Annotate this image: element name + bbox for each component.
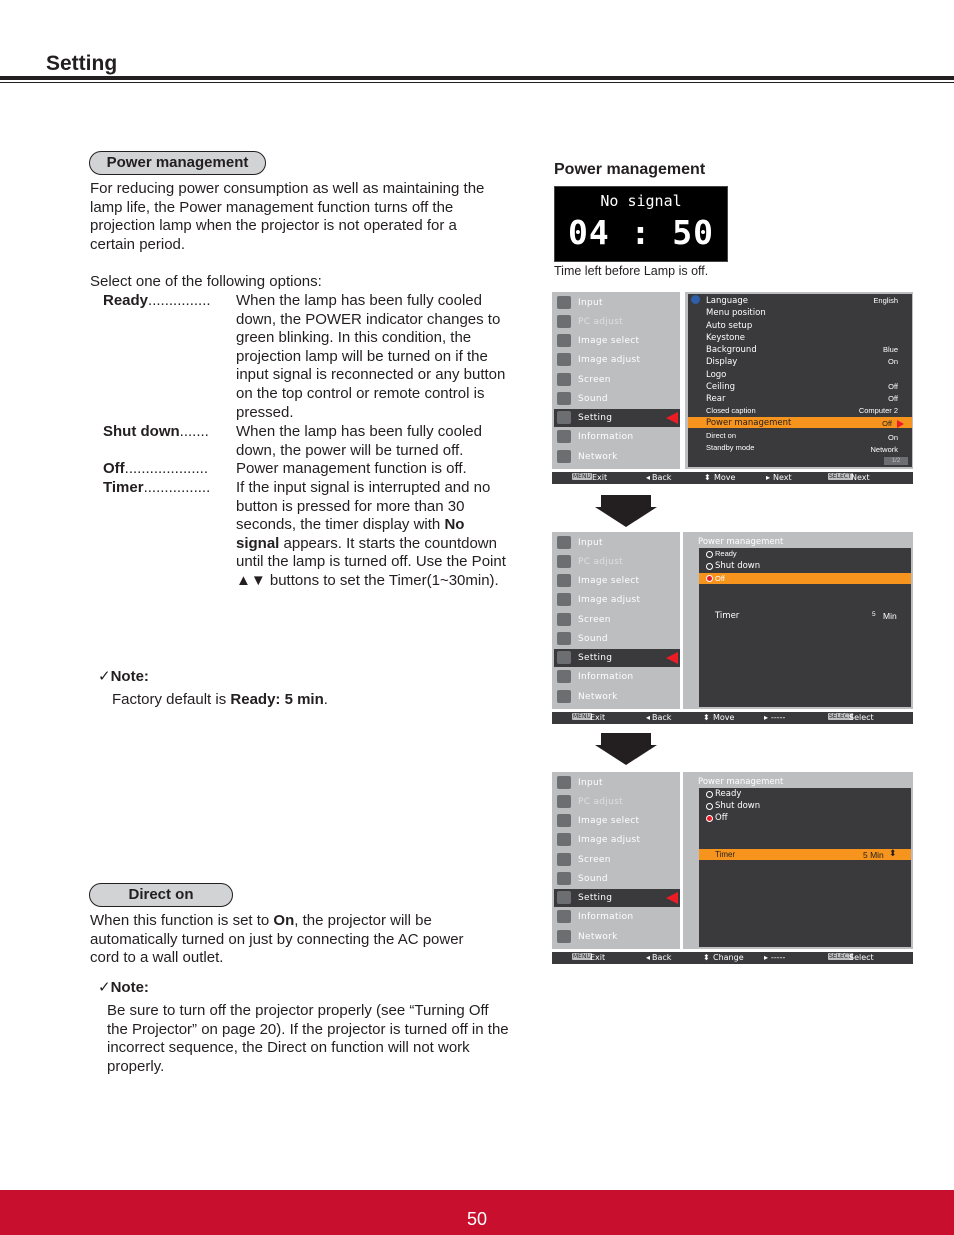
right-heading: Power management bbox=[554, 161, 706, 178]
row-rear[interactable]: Rear bbox=[706, 394, 726, 404]
menu-item-sound[interactable]: Sound bbox=[554, 390, 680, 408]
opt-off[interactable]: Off bbox=[715, 813, 728, 823]
direct-on-text: When this function is set to On, the projector will be automatically turned on just by connecting the AC power cord to a wall outlet. bbox=[90, 912, 464, 967]
option-term-off: Off.................... bbox=[103, 460, 209, 477]
info-icon bbox=[557, 430, 571, 443]
direct-on-pill: Direct on bbox=[89, 883, 233, 907]
value-background: Blue bbox=[882, 345, 898, 354]
opt-ready[interactable]: Ready bbox=[715, 549, 737, 558]
menu-screen-3 bbox=[552, 772, 913, 964]
value-power-management: Off bbox=[882, 419, 892, 428]
menu-item-network[interactable]: Network bbox=[554, 928, 680, 946]
value-standby-mode: Network bbox=[870, 445, 898, 454]
value-rear: Off bbox=[888, 394, 898, 403]
menu-item-pc-adjust[interactable]: PC adjust bbox=[554, 313, 680, 331]
timer-label[interactable]: Timer bbox=[715, 850, 736, 859]
info-icon bbox=[557, 670, 571, 683]
radio-shut-down[interactable] bbox=[706, 563, 713, 570]
menu-item-input[interactable]: Input bbox=[554, 774, 680, 792]
row-auto-setup[interactable]: Auto setup bbox=[706, 321, 753, 331]
next-arrow-icon: ▸ bbox=[764, 713, 769, 722]
menu-item-image-select[interactable]: Image select bbox=[554, 812, 680, 830]
wrench-icon bbox=[557, 411, 571, 424]
menu-item-input[interactable]: Input bbox=[554, 294, 680, 312]
row-display[interactable]: Display bbox=[706, 357, 738, 367]
setting-list bbox=[688, 294, 912, 467]
wrench-icon bbox=[557, 651, 571, 664]
timer-number: 5 bbox=[872, 611, 876, 618]
menu-screen-1 bbox=[552, 292, 913, 484]
updown-icon: ⬍ bbox=[704, 473, 711, 482]
row-menu-position[interactable]: Menu position bbox=[706, 308, 766, 318]
menu-item-network[interactable]: Network bbox=[554, 448, 680, 466]
value-direct-on: On bbox=[887, 433, 898, 442]
next-arrow-icon: ▸ bbox=[764, 953, 769, 962]
row-standby-mode[interactable]: Standby mode bbox=[706, 443, 755, 452]
no-signal-text: No signal bbox=[600, 192, 682, 210]
panel-title: Power management bbox=[698, 537, 784, 547]
timer-display bbox=[554, 186, 728, 262]
row-highlight bbox=[699, 573, 911, 584]
check-icon: ✓ bbox=[98, 668, 111, 685]
menu-item-pc-adjust[interactable]: PC adjust bbox=[554, 793, 680, 811]
radio-ready[interactable] bbox=[706, 791, 713, 798]
screen-icon bbox=[557, 853, 571, 866]
back-arrow-icon: ◂ bbox=[646, 473, 651, 482]
menu-item-information[interactable]: Information bbox=[554, 668, 680, 686]
menu-bar-3: MENU Exit ◂ Back ⬍ Change ▸ ----- SELECT Select bbox=[552, 952, 913, 964]
panel-title: Power management bbox=[698, 777, 784, 787]
value-display: On bbox=[887, 357, 898, 366]
menu-sidebar bbox=[552, 772, 680, 949]
menu-item-setting[interactable]: Setting bbox=[554, 649, 680, 667]
timer-caption: Time left before Lamp is off. bbox=[554, 264, 709, 278]
option-term-timer: Timer................ bbox=[103, 479, 211, 496]
menu-item-pc-adjust[interactable]: PC adjust bbox=[554, 553, 680, 571]
menu-item-network[interactable]: Network bbox=[554, 688, 680, 706]
monitor-icon bbox=[557, 555, 571, 568]
option-desc-off: Power management function is off. bbox=[236, 460, 467, 477]
row-power-management[interactable]: Power management bbox=[706, 418, 792, 428]
option-term-ready: Ready............... bbox=[103, 292, 211, 309]
power-management-pill: Power management bbox=[89, 151, 266, 175]
value-closed-caption: Computer 2 bbox=[858, 406, 898, 415]
setting-panel bbox=[685, 292, 913, 469]
image-select-icon bbox=[557, 574, 571, 587]
menu-item-screen[interactable]: Screen bbox=[554, 851, 680, 869]
image-select-icon bbox=[557, 814, 571, 827]
power-options bbox=[699, 548, 911, 707]
menu-item-image-adjust[interactable]: Image adjust bbox=[554, 591, 680, 609]
menu-item-sound[interactable]: Sound bbox=[554, 870, 680, 888]
menu-item-image-adjust[interactable]: Image adjust bbox=[554, 351, 680, 369]
menu-sidebar bbox=[552, 292, 680, 469]
back-arrow-icon: ◂ bbox=[646, 953, 651, 962]
page-indicator: 1/2 bbox=[884, 457, 908, 465]
globe-icon bbox=[691, 295, 700, 304]
image-adjust-icon bbox=[557, 593, 571, 606]
menu-item-screen[interactable]: Screen bbox=[554, 611, 680, 629]
next-arrow-icon: ▸ bbox=[766, 473, 771, 482]
menu-item-sound[interactable]: Sound bbox=[554, 630, 680, 648]
arrow-left-icon bbox=[666, 892, 678, 904]
back-arrow-icon: ◂ bbox=[646, 713, 651, 722]
info-icon bbox=[557, 910, 571, 923]
menu-item-information[interactable]: Information bbox=[554, 908, 680, 926]
opt-off[interactable]: Off bbox=[715, 574, 725, 583]
menu-bar-1: MENU Exit ◂ Back ⬍ Move ▸ Next SELECT Next bbox=[552, 472, 913, 484]
power-management-panel bbox=[683, 532, 913, 709]
menu-sidebar bbox=[552, 532, 680, 709]
value-language: English bbox=[873, 296, 898, 305]
header-rule bbox=[0, 76, 954, 80]
power-management-intro: For reducing power consumption as well as maintaining the lamp life, the Power management function turns off the projection lamp when the projector is not operated for a certain period. bbox=[90, 180, 485, 253]
timer-label: Timer bbox=[715, 611, 740, 621]
option-term-shut-down: Shut down....... bbox=[103, 423, 209, 440]
input-icon bbox=[557, 776, 571, 789]
timer-unit: Min bbox=[883, 611, 897, 621]
menu-item-screen[interactable]: Screen bbox=[554, 371, 680, 389]
check-icon: ✓ bbox=[98, 979, 111, 996]
menu-item-image-select[interactable]: Image select bbox=[554, 332, 680, 350]
menu-item-image-adjust[interactable]: Image adjust bbox=[554, 831, 680, 849]
row-ceiling[interactable]: Ceiling bbox=[706, 382, 736, 392]
menu-item-image-select[interactable]: Image select bbox=[554, 572, 680, 590]
arrow-left-icon bbox=[666, 412, 678, 424]
power-management-panel bbox=[683, 772, 913, 949]
note-2: ✓Note: bbox=[98, 979, 149, 996]
page-number: 50 bbox=[466, 1209, 488, 1229]
updown-icon: ⬍ bbox=[703, 713, 710, 722]
arrow-right-icon bbox=[897, 420, 904, 428]
opt-ready[interactable]: Ready bbox=[715, 789, 742, 799]
note-2-text: Be sure to turn off the projector properly (see “Turning Off the Projector” on page 20). If the projector is turned off in the incorrect sequence, the Direct on function will not work properly. bbox=[107, 1002, 509, 1075]
opt-shut-down[interactable]: Shut down bbox=[715, 561, 761, 571]
menu-screen-2 bbox=[552, 532, 913, 724]
sound-icon bbox=[557, 872, 571, 885]
wrench-icon bbox=[557, 891, 571, 904]
row-background[interactable]: Background bbox=[706, 345, 757, 355]
updown-icon: ⬍ bbox=[889, 848, 897, 858]
row-logo[interactable]: Logo bbox=[706, 370, 727, 380]
radio-ready[interactable] bbox=[706, 551, 713, 558]
screen-icon bbox=[557, 613, 571, 626]
note-1: ✓Note: bbox=[98, 668, 149, 685]
menu-item-input[interactable]: Input bbox=[554, 534, 680, 552]
image-adjust-icon bbox=[557, 353, 571, 366]
input-icon bbox=[557, 296, 571, 309]
opt-shut-down[interactable]: Shut down bbox=[715, 801, 761, 811]
select-line: Select one of the following options: bbox=[90, 273, 322, 290]
network-icon bbox=[557, 450, 571, 463]
radio-off[interactable] bbox=[706, 815, 713, 822]
note-1-text: Factory default is Ready: 5 min. bbox=[112, 691, 328, 708]
option-desc-shut-down: When the lamp has been fully cooled down, the power will be turned off. bbox=[236, 423, 482, 459]
menu-item-information[interactable]: Information bbox=[554, 428, 680, 446]
screen-icon bbox=[557, 373, 571, 386]
countdown-time: 04 : 50 bbox=[567, 213, 715, 252]
timer-value[interactable]: 5 Min bbox=[863, 850, 884, 860]
sound-icon bbox=[557, 632, 571, 645]
monitor-icon bbox=[557, 315, 571, 328]
monitor-icon bbox=[557, 795, 571, 808]
radio-off[interactable] bbox=[706, 575, 713, 582]
menu-item-setting[interactable]: Setting bbox=[554, 889, 680, 907]
menu-bar-2: MENU Exit ◂ Back ⬍ Move ▸ ----- SELECT Select bbox=[552, 712, 913, 724]
image-adjust-icon bbox=[557, 833, 571, 846]
input-icon bbox=[557, 536, 571, 549]
image-select-icon bbox=[557, 334, 571, 347]
header-rule-thin bbox=[0, 82, 954, 83]
row-language[interactable]: Language bbox=[706, 296, 748, 306]
row-keystone[interactable]: Keystone bbox=[706, 333, 745, 343]
page-title: Setting bbox=[46, 52, 118, 75]
sound-icon bbox=[557, 392, 571, 405]
menu-item-setting[interactable]: Setting bbox=[554, 409, 680, 427]
value-ceiling: Off bbox=[888, 382, 898, 391]
arrow-left-icon bbox=[666, 652, 678, 664]
row-direct-on[interactable]: Direct on bbox=[706, 431, 737, 440]
updown-icon: ⬍ bbox=[703, 953, 710, 962]
row-closed-caption[interactable]: Closed caption bbox=[706, 406, 756, 415]
option-desc-ready: When the lamp has been fully cooled down, the POWER indicator changes to green blinking. In this condition, the projection lamp will be turned on if the input signal is reconnected or any button on the top control or remote control is pressed. bbox=[236, 292, 506, 421]
radio-shut-down[interactable] bbox=[706, 803, 713, 810]
network-icon bbox=[557, 690, 571, 703]
power-options bbox=[699, 788, 911, 947]
option-desc-timer: If the input signal is interrupted and no button is pressed for more than 30 seconds, the timer display with No signal appears. It starts the countdown until the lamp is turned off. Use the Point ▲▼ buttons to set the Timer(1~30min). bbox=[236, 479, 506, 589]
network-icon bbox=[557, 930, 571, 943]
